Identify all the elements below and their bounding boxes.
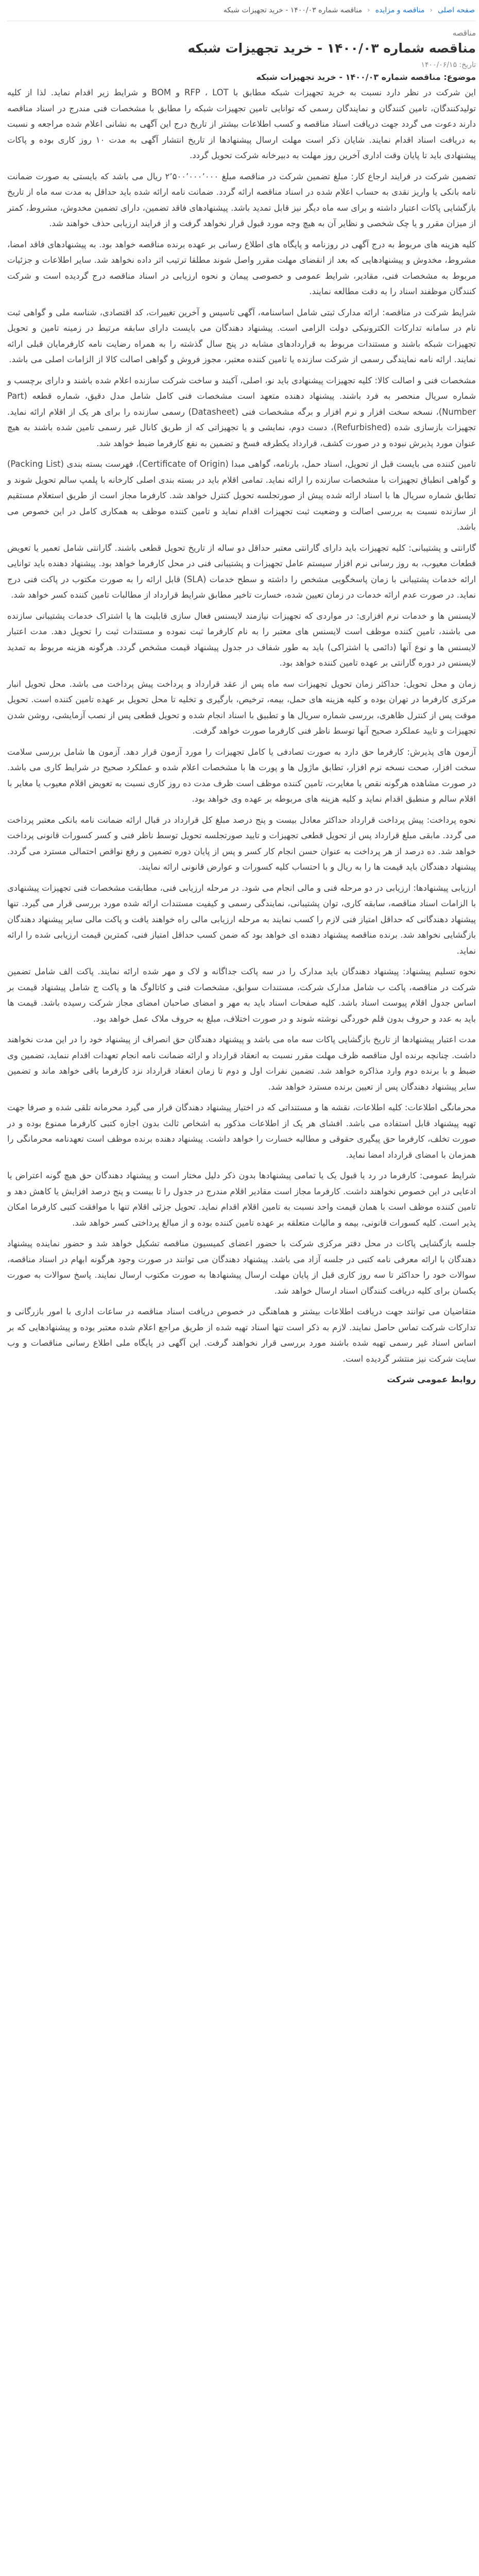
breadcrumb xyxy=(7,0,476,21)
breadcrumb-separator-icon: ‹ xyxy=(430,6,433,14)
body-paragraph: شرایط شرکت در مناقصه: ارائه مدارک ثبتی شامل اساسنامه، آگهی تاسیس و آخرین تغییرات، کد اقتصادی، شناسه ملی و گواهی ثبت نام در سامانه تدارکات الکترونیکی دولت الزامی است. پیشنهاد دهندگان می بایست دارای سابقه مرتبط در زمینه تامین و تحویل تجهیزات شبکه باشند و مستندات مربوط به قراردادهای مشابه در پنج سال گذشته را به همراه رضایت نامه کارفرمایان قبلی ارائه نمایند. ارائه نامه نمایندگی رسمی از شرکت سازنده یا تامین کننده معتبر، مجوز فروش و گواهی اصالت کالا از الزامات اصلی می باشد. xyxy=(7,307,476,364)
body-paragraph: زمان و محل تحویل: حداکثر زمان تحویل تجهیزات سه ماه پس از عقد قرارداد و پرداخت پیش پرداخت می باشد. محل تحویل انبار مرکزی کارفرما در تهران بوده و کلیه هزینه های حمل، بیمه، ترخیص، بارگیری و تخلیه تا محل تحویل بر عهده تامین کننده است. تحویل موقت پس از کنترل ظاهری، بررسی شماره سریال ها و تطبیق با اسناد انجام شده و تحویل قطعی پس از نصب آزمایشی، روشن شدن تجهیزات و تایید عملکرد صحیح آنها توسط ناظر فنی کارفرما صورت خواهد گرفت. xyxy=(7,679,476,736)
body-paragraph: مدت اعتبار پیشنهادها از تاریخ بازگشایی پاکات سه ماه می باشد و پیشنهاد دهندگان حق انصراف از پیشنهاد خود را در این مدت نخواهند داشت. چنانچه برنده اول مناقصه ظرف مهلت مقرر نسبت به انعقاد قرارداد و ارائه ضمانت نامه انجام تعهدات اقدام ننماید، تضمین وی ضبط و با برنده دوم وارد مذاکره خواهد شد. تضمین نفرات اول و دوم تا زمان انعقاد قرارداد نزد کارفرما باقی خواهد ماند و تضمین سایر پیشنهاد دهندگان پس از تعیین برنده مسترد خواهد شد. xyxy=(7,1035,476,1092)
body-paragraph: آزمون های پذیرش: کارفرما حق دارد به صورت تصادفی یا کامل تجهیزات را مورد آزمون قرار دهد. آزمون ها شامل بررسی سلامت سخت افزار، صحت نسخه نرم افزار، تطابق ماژول ها و پورت ها با مشخصات اعلام شده و عملکرد صحیح در شرایط کاری می باشد. در صورت مشاهده هرگونه نقص یا مغایرت، تامین کننده موظف است ظرف مدت ده روز کاری نسبت به تعویض اقلام معیوب یا مغایر با اقلام سالم و منطبق اقدام نماید و کلیه هزینه های مربوطه بر عهده وی خواهد بود. xyxy=(7,747,476,804)
body-paragraph: متقاضیان می توانند جهت دریافت اطلاعات بیشتر و هماهنگی در خصوص دریافت اسناد مناقصه در ساعات اداری با امور بازرگانی و تدارکات شرکت تماس حاصل نمایند. لازم به ذکر است تنها اسناد تهیه شده از طریق مراجع اعلام شده معتبر بوده و پیشنهادهایی که بر اساس اسناد غیر رسمی تهیه شده باشند مورد بررسی قرار نخواهند گرفت. این آگهی در پایگاه ملی اطلاع رسانی مناقصات و وب سایت شرکت نیز منتشر گردیده است. xyxy=(7,1307,476,1364)
body-paragraph: نحوه تسلیم پیشنهاد: پیشنهاد دهندگان باید مدارک را در سه پاکت جداگانه و لاک و مهر شده ارائه نمایند. پاکت الف شامل تضمین شرکت در مناقصه، پاکت ب شامل مدارک شرکت، مستندات سوابق، مشخصات فنی و کاتالوگ ها و پاکت ج شامل پیشنهاد قیمت بر اساس جدول اقلام پیوست اسناد باشد. کلیه صفحات اسناد باید به مهر و امضای صاحبان امضای مجاز شرکت رسیده باشد. قیمت ها باید به عدد و حروف بدون قلم خوردگی نوشته شوند و در صورت اختلاف، مبلغ به حروف ملاک عمل خواهد بود. xyxy=(7,967,476,1024)
body-paragraph: محرمانگی اطلاعات: کلیه اطلاعات، نقشه ها و مستنداتی که در اختیار پیشنهاد دهندگان قرار می گیرد محرمانه تلقی شده و صرفا جهت تهیه پیشنهاد قابل استفاده می باشد. افشای هر یک از اطلاعات مذکور به اشخاص ثالث بدون اجازه کتبی کارفرما ممنوع بوده و در صورت تخلف، کارفرما حق پیگیری حقوقی و مطالبه خسارت را خواهد داشت. پیشنهاد دهنده برنده موظف است تعهدنامه محرمانگی را همزمان با امضای قرارداد امضا نماید. xyxy=(7,1103,476,1160)
breadcrumb-current: مناقصه شماره ۱۴۰۰/۰۳ - خرید تجهیزات شبکه xyxy=(223,6,363,14)
breadcrumb-home-link[interactable]: صفحه اصلی xyxy=(437,6,475,14)
closing-signature: روابط عمومی شرکت xyxy=(387,1375,476,1384)
body-paragraph: شرایط عمومی: کارفرما در رد یا قبول یک یا تمامی پیشنهادها بدون ذکر دلیل مختار است و پیشنهاد دهندگان حق هیچ گونه اعتراض یا ادعایی در این خصوص نخواهند داشت. کارفرما مجاز است مقادیر اقلام مندرج در جدول را تا بیست و پنج درصد افزایش یا کاهش دهد و تامین کننده موظف است با همان قیمت واحد نسبت به تامین اقلام اقدام نماید. تحویل جزئی اقلام تنها با موافقت کتبی کارفرما امکان پذیر است. کلیه کسورات قانونی، بیمه و مالیات متعلقه بر عهده تامین کننده بوده و از مبالغ پرداختی کسر خواهد شد. xyxy=(7,1171,476,1228)
body-paragraph: ارزیابی پیشنهادها: ارزیابی در دو مرحله فنی و مالی انجام می شود. در مرحله ارزیابی فنی، مطابقت مشخصات فنی تجهیزات پیشنهادی با الزامات اسناد مناقصه، سابقه کاری، توان پشتیبانی، نمایندگی رسمی و کیفیت مستندات ارائه شده مورد بررسی قرار می گیرد. تنها پیشنهاد دهندگانی که حداقل امتیاز فنی لازم را کسب نمایند به مرحله ارزیابی مالی راه خواهند یافت و پاکت مالی سایر پیشنهاد دهندگان بازگشایی نخواهد شد. برنده مناقصه پیشنهاد دهنده ای خواهد بود که ضمن کسب حداقل امتیاز فنی، کمترین قیمت ارزیابی شده را ارائه نماید. xyxy=(7,883,476,956)
body-paragraph: جلسه بازگشایی پاکات در محل دفتر مرکزی شرکت با حضور اعضای کمیسیون مناقصه تشکیل خواهد شد و حضور نماینده پیشنهاد دهندگان با ارائه معرفی نامه کتبی در جلسه آزاد می باشد. پیشنهاد دهندگان می توانند در صورت وجود هرگونه ابهام در اسناد مناقصه، سوالات خود را حداکثر تا سه روز کاری قبل از پایان مهلت ارسال پیشنهادها به صورت مکتوب ارسال نمایند. پاسخ سوالات به صورت یکسان برای کلیه دریافت کنندگان اسناد ارسال خواهد شد. xyxy=(7,1239,476,1296)
breadcrumb-separator-icon: ‹ xyxy=(367,6,370,14)
body-paragraph: نحوه پرداخت: پیش پرداخت قرارداد حداکثر معادل بیست و پنج درصد مبلغ کل قرارداد در قبال ارائه ضمانت نامه بانکی معتبر پرداخت می گردد. مابقی مبلغ قرارداد پس از تحویل قطعی تجهیزات و تایید صورتجلسه تحویل توسط ناظر فنی و کسر کسورات قانونی پرداخت خواهد شد. ده درصد از هر پرداخت به عنوان حسن انجام کار کسر و پس از پایان دوره تضمین و رفع نواقص احتمالی مسترد می گردد. پیشنهاد دهندگان باید قیمت ها را به ریال و با احتساب کلیه کسورات و عوارض قانونی ارائه نمایند. xyxy=(7,815,476,872)
publish-date: تاریخ: ۱۴۰۰/۰۶/۱۵ xyxy=(421,61,476,69)
body-paragraph: تامین کننده می بایست قبل از تحویل، اسناد حمل، بارنامه، گواهی مبدا (Certificate of Origin)، فهرست بسته بندی (Packing List) و گواهی انطباق تجهیزات با مشخصات سازنده را ارائه نماید. تمامی اقلام باید در بسته بندی اصلی کارخانه با پلمپ سالم تحویل شوند و تطابق شماره سریال ها با اسناد ارائه شده پیش از صورتجلسه تحویل کنترل خواهد شد. کارفرما مجاز است از طریق استعلام مستقیم از سازنده نسبت به بررسی اصالت و وضعیت ثبت تجهیزات اقدام نماید و تامین کننده موظف به همکاری کامل در این خصوص می باشد. xyxy=(7,459,476,532)
body-paragraph: کلیه هزینه های مربوط به درج آگهی در روزنامه و پایگاه های اطلاع رسانی بر عهده برنده مناقصه خواهد بود. به پیشنهادهای فاقد امضا، مشروط، مخدوش و پیشنهادهایی که بعد از انقضای مهلت مقرر واصل شوند مطلقا ترتیب اثر داده نخواهد شد. سایر اطلاعات و جزئیات مربوط به مشخصات فنی، مقادیر، شرایط عمومی و خصوصی پیمان و نحوه ارزیابی در اسناد مناقصه درج گردیده است و شرکت کنندگان موظفند اسناد را به دقت مطالعه نمایند. xyxy=(7,239,476,296)
section-label: مناقصه xyxy=(452,28,476,38)
body-paragraph: لایسنس ها و خدمات نرم افزاری: در مواردی که تجهیزات نیازمند لایسنس فعال سازی قابلیت ها یا اشتراک خدمات پشتیبانی سازنده می باشند، تامین کننده موظف است لایسنس های معتبر را به نام کارفرما ثبت نموده و مستندات ثبت را تحویل دهد. مدت اعتبار لایسنس ها و نوع آنها (دائمی یا اشتراکی) باید به طور شفاف در جدول پیشنهاد قیمت مشخص گردد. هرگونه هزینه مربوط به تمدید لایسنس در دوره گارانتی بر عهده تامین کننده خواهد بود. xyxy=(7,611,476,668)
body-paragraph: گارانتی و پشتیبانی: کلیه تجهیزات باید دارای گارانتی معتبر حداقل دو ساله از تاریخ تحویل قطعی باشند. گارانتی شامل تعمیر یا تعویض قطعات معیوب، به روز رسانی نرم افزار سیستم عامل تجهیزات و پشتیبانی فنی در محل کارفرما خواهد بود. پیشنهاد دهنده باید توانایی ارائه خدمات پشتیبانی با زمان پاسخگویی مشخص را داشته و سطح خدمات (SLA) قابل ارائه را به صورت مکتوب در پاکت فنی درج نماید. در صورت عدم ارائه خدمات در زمان تعیین شده، خسارت تاخیر مطابق شرایط قرارداد از مطالبات تامین کننده کسر خواهد شد. xyxy=(7,543,476,600)
body-paragraph: این شرکت در نظر دارد نسبت به خرید تجهیزات شبکه مطابق با RFP ، LOT و BOM و شرایط زیر اقدام نماید. لذا از کلیه تولیدکنندگان، تامین کنندگان و نمایندگان رسمی که توانایی تامین تجهیزات شبکه را مطابق با مشخصات فنی مندرج در اسناد مناقصه دارند دعوت می گردد جهت دریافت اسناد مناقصه و کسب اطلاعات بیشتر از تاریخ درج این آگهی به نشانی اعلام شده مراجعه و نسبت به دریافت اسناد اقدام نمایند. شایان ذکر است مهلت ارسال پیشنهادها از تاریخ انتشار آگهی به مدت ۱۰ روز کاری بوده و پاکات پیشنهادی باید تا پایان وقت اداری آخرین روز مهلت به دبیرخانه شرکت تحویل گردد. xyxy=(7,88,476,160)
article-body xyxy=(7,85,476,1388)
body-paragraph: مشخصات فنی و اصالت کالا: کلیه تجهیزات پیشنهادی باید نو، اصلی، آکبند و ساخت شرکت سازنده اعلام شده باشند و دارای برچسب و شماره سریال منحصر به فرد باشند. پیشنهاد دهنده متعهد است مشخصات فنی کامل شامل مدل دقیق، شماره قطعه (Part Number)، نسخه سخت افزار و نرم افزار و برگه مشخصات فنی (Datasheet) رسمی سازنده را برای هر یک از اقلام ارائه نماید. تجهیزات بازسازی شده (Refurbished)، دست دوم، نمایشی و یا تجهیزاتی که از طریق کانال غیر رسمی تامین شده باشند به هیچ عنوان مورد پذیرش نبوده و در صورت کشف، قرارداد یکطرفه فسخ و تضمین به نفع کارفرما ضبط خواهد شد. xyxy=(7,375,476,448)
body-paragraph: تضمین شرکت در فرایند ارجاع کار: مبلغ تضمین شرکت در مناقصه مبلغ ۲٬۵۰۰٬۰۰۰٬۰۰۰ ریال می باشد که بایستی به صورت ضمانت نامه بانکی یا واریز نقدی به حساب اعلام شده در اسناد مناقصه ارائه گردد. ضمانت نامه ارائه شده باید حداقل به مدت سه ماه از تاریخ بازگشایی پاکات اعتبار داشته و برای سه ماه دیگر نیز قابل تمدید باشد. پیشنهادهای فاقد تضمین، دارای تضمین مخدوش، مشروط، کمتر از میزان مقرر و یا چک شخصی و نظایر آن به هیچ وجه مورد قبول قرار نخواهد گرفت و از فرایند ارزیابی حذف خواهند شد. xyxy=(7,171,476,228)
page-title: مناقصه شماره ۱۴۰۰/۰۳ - خرید تجهیزات شبکه xyxy=(187,41,476,56)
tender-subject: موضوع: مناقصه شماره ۱۴۰۰/۰۳ - خرید تجهیزات شبکه xyxy=(256,72,476,82)
breadcrumb-category-link[interactable]: مناقصه و مزایده xyxy=(375,6,425,14)
